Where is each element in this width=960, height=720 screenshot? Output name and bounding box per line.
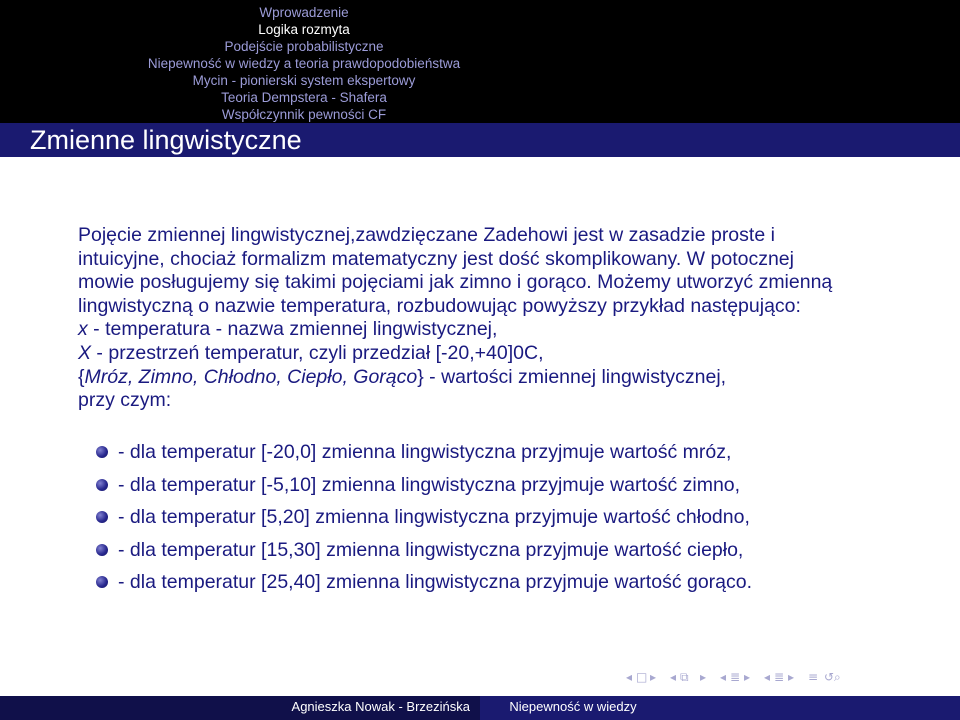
list-item bbox=[96, 505, 916, 538]
list-item-text: - dla temperatur [15,30] zmienna lingwistyczna przyjmuje wartość ciepło, bbox=[118, 538, 744, 561]
align-icon[interactable]: ≡ bbox=[808, 670, 819, 684]
prev-section-icon[interactable]: ◂ bbox=[764, 670, 771, 684]
search-icon[interactable]: ↺⌕ bbox=[824, 670, 841, 684]
next-frame-icon[interactable]: ▸ bbox=[700, 670, 707, 684]
footer-bar bbox=[0, 696, 960, 720]
list-item bbox=[96, 538, 916, 571]
X-variable: X bbox=[78, 341, 92, 364]
slide-body bbox=[78, 224, 938, 413]
list-item bbox=[96, 570, 916, 603]
bullet-icon bbox=[96, 544, 108, 556]
nav-item-mycin[interactable]: Mycin - pionierski system ekspertowy bbox=[192, 73, 416, 88]
x-description: - temperatura - nazwa zmiennej lingwistycznej, bbox=[87, 318, 498, 341]
frame-title: Zmienne lingwistyczne bbox=[30, 125, 302, 155]
nav-item-dempster-shafer[interactable]: Teoria Dempstera - Shafera bbox=[221, 90, 387, 105]
list-item-text: - dla temperatur [-20,0] zmienna lingwistyczna przyjmuje wartość mróz, bbox=[118, 441, 732, 463]
next-subsection-icon[interactable]: ▸ bbox=[744, 670, 751, 684]
bullet-icon bbox=[96, 446, 108, 458]
x-definition bbox=[78, 318, 938, 342]
next-section-icon[interactable]: ▸ bbox=[788, 670, 795, 684]
nav-item-niepewnosc-prawdopodobienstwo[interactable]: Niepewność w wiedzy a teoria prawdopodobieństwa bbox=[147, 56, 461, 71]
slide-icon: □ bbox=[636, 670, 648, 684]
footer-short-title: Niepewność w wiedzy bbox=[509, 699, 637, 714]
body-line: Pojęcie zmiennej lingwistycznej,zawdzięczane Zadehowi jest w zasadzie proste i bbox=[78, 224, 775, 246]
X-definition bbox=[78, 342, 938, 366]
next-slide-icon[interactable]: ▸ bbox=[650, 670, 657, 684]
bullet-list bbox=[96, 440, 916, 603]
X-description: - przestrzeń temperatur, czyli przedział [-20,+40]0C, bbox=[91, 341, 544, 364]
linguistic-values: Mróz, Zimno, Chłodno, Ciepło, Gorąco bbox=[84, 365, 418, 388]
body-line: intuicyjne, chociaż formalizm matematyczny jest dość skomplikowany. W potocznej bbox=[78, 247, 794, 270]
values-description: - wartości zmiennej lingwistycznej, bbox=[423, 365, 727, 388]
body-line: lingwistyczną o nazwie temperatura, rozbudowując powyższy przykład następująco: bbox=[78, 294, 801, 317]
set-open-brace: { bbox=[78, 365, 85, 388]
section-navigation bbox=[0, 4, 608, 123]
x-variable: x bbox=[78, 318, 88, 341]
list-item bbox=[96, 473, 916, 506]
prev-frame-icon[interactable]: ◂ bbox=[670, 670, 677, 684]
footer-author: Agnieszka Nowak - Brzezińska bbox=[291, 699, 470, 714]
nav-item-podejscie-probabilistyczne[interactable]: Podejście probabilistyczne bbox=[224, 39, 384, 54]
body-closing-line: przy czym: bbox=[78, 389, 172, 412]
list-item-text: - dla temperatur [25,40] zmienna lingwistyczna przyjmuje wartość gorąco. bbox=[118, 571, 753, 593]
list-item bbox=[96, 440, 916, 473]
nav-item-wprowadzenie[interactable]: Wprowadzenie bbox=[259, 5, 349, 20]
list-item-text: - dla temperatur [5,20] zmienna lingwistyczna przyjmuje wartość chłodno, bbox=[118, 506, 750, 528]
nav-item-wspolczynnik-cf[interactable]: Współczynnik pewności CF bbox=[221, 107, 387, 122]
navigation-symbols bbox=[626, 670, 956, 690]
bullet-icon bbox=[96, 479, 108, 491]
nav-item-logika-rozmyta[interactable]: Logika rozmyta bbox=[258, 22, 350, 37]
body-line: mowie posługujemy się takimi pojęciami jak zimno i gorąco. Możemy utworzyć zmienną bbox=[78, 271, 833, 294]
values-definition bbox=[78, 366, 938, 390]
prev-subsection-icon[interactable]: ◂ bbox=[720, 670, 727, 684]
prev-slide-icon[interactable]: ◂ bbox=[626, 670, 633, 684]
bullet-icon bbox=[96, 576, 108, 588]
subsection-icon: ≣ bbox=[730, 670, 741, 684]
list-item-text: - dla temperatur [-5,10] zmienna lingwistyczna przyjmuje wartość zimno, bbox=[118, 473, 741, 496]
bullet-icon bbox=[96, 511, 108, 523]
header-bar bbox=[0, 0, 960, 123]
section-icon: ≣ bbox=[774, 670, 785, 684]
frame-icon: ⧉ bbox=[680, 670, 689, 684]
set-close-brace: } bbox=[417, 365, 424, 388]
